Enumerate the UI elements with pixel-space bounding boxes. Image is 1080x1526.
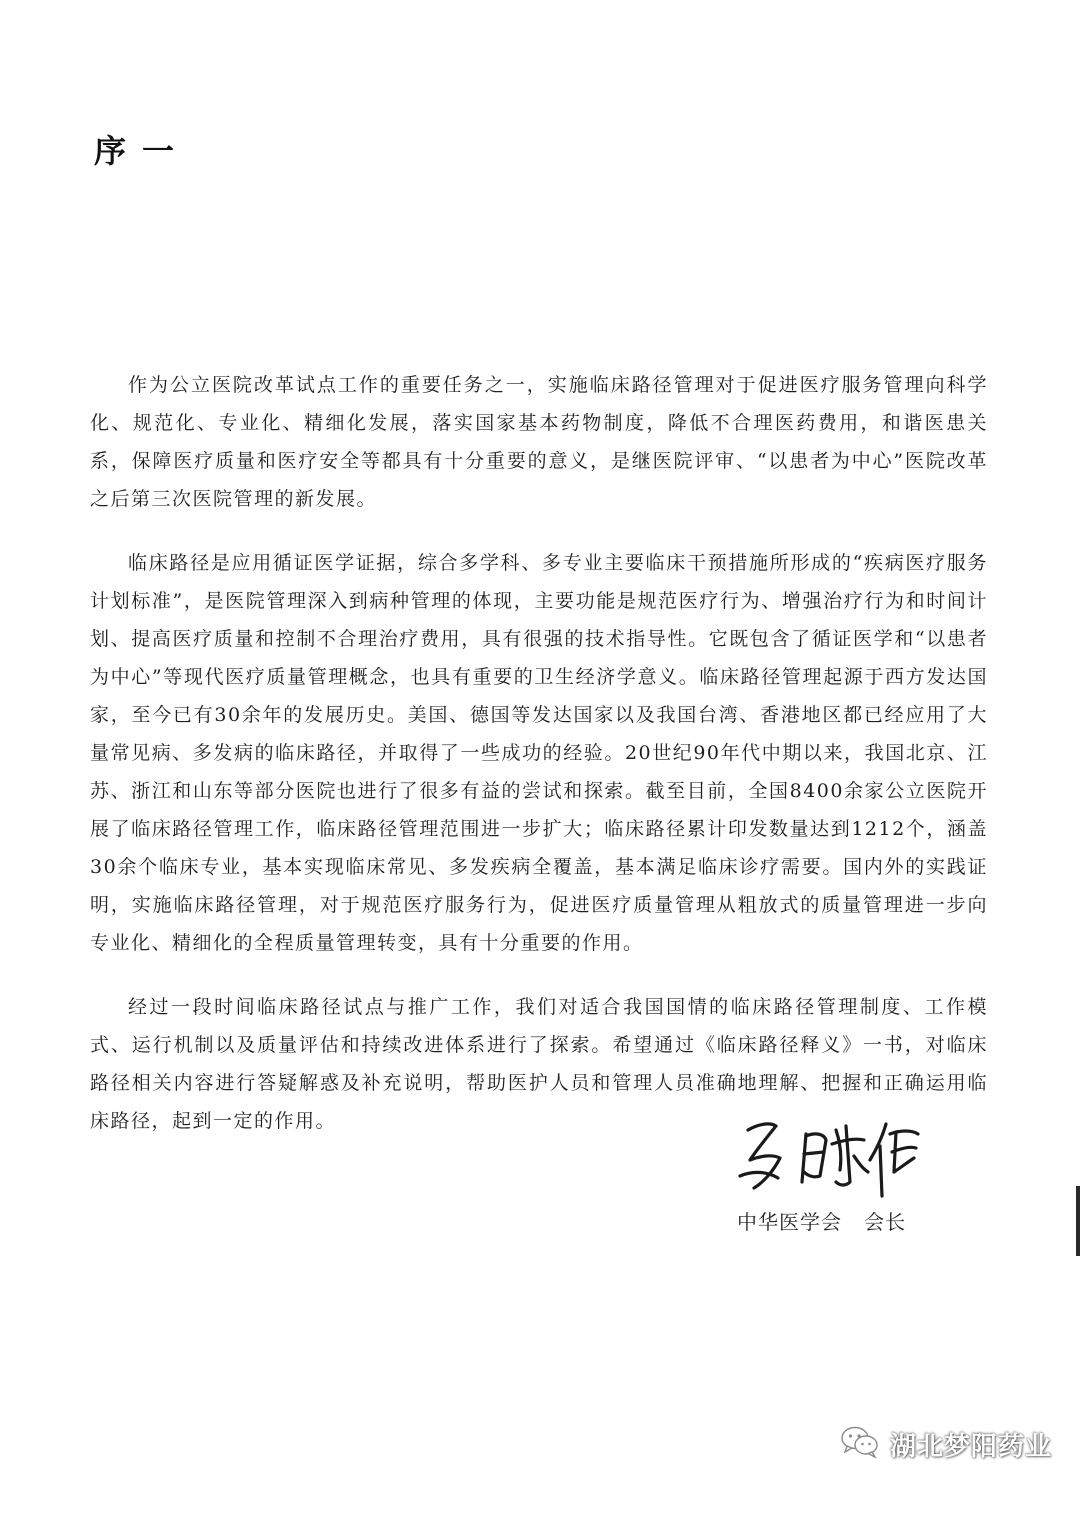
paragraph-3: 经过一段时间临床路径试点与推广工作，我们对适合我国国情的临床路径管理制度、工作模式、运行机制以及质量评估和持续改进体系进行了探索。希望通过《临床路径释义》一书，对临床路径相关内容进行答疑解惑及补充说明，帮助医护人员和管理人员准确地理解、把握和正确运用临床路径，起到一定的作用。	[90, 996, 988, 1132]
paragraph-2: 临床路径是应用循证医学证据，综合多学科、多专业主要临床干预措施所形成的“疾病医疗服务计划标准”，是医院管理深入到病种管理的体现，主要功能是规范医疗行为、增强治疗行为和时间计划、提高医疗质量和控制不合理治疗费用，具有很强的技术指导性。它既包含了循证医学和“以患者为中心”等现代医疗质量管理概念，也具有重要的卫生经济学意义。临床路径管理起源于西方发达国家，至今已有30余年的发展历史。美国、德国等发达国家以及我国台湾、香港地区都已经应用了大量常见病、多发病的临床路径，并取得了一些成功的经验。20世纪90年代中期以来，我国北京、江苏、浙江和山东等部分医院也进行了很多有益的尝试和探索。截至目前，全国8400余家公立医院开展了临床路径管理工作，临床路径管理范围进一步扩大；临床路径累计印发数量达到1212个，涵盖30余个临床专业，基本实现临床常见、多发疾病全覆盖，基本满足临床诊疗需要。国内外的实践证明，实施临床路径管理，对于规范医疗服务行为，促进医疗质量管理从粗放式的质量管理进一步向专业化、精细化的全程质量管理转变，具有十分重要的作用。	[90, 552, 988, 954]
page-title: 序一	[94, 132, 191, 170]
watermark-text: 湖北梦阳药业	[890, 1431, 1053, 1462]
page-edge-mark	[1076, 1186, 1080, 1256]
wechat-icon	[840, 1425, 880, 1463]
paragraph-1: 作为公立医院改革试点工作的重要任务之一，实施临床路径管理对于促进医疗服务管理向科学化、规范化、专业化、精细化发展，落实国家基本药物制度，降低不合理医药费用，和谐医患关系，保障医疗质量和医疗安全等都具有十分重要的意义，是继医院评审、“以患者为中心”医院改革之后第三次医院管理的新发展。	[90, 374, 988, 510]
watermark	[840, 1424, 1052, 1464]
signer-line	[737, 1206, 906, 1235]
signer-role: 会长	[864, 1210, 907, 1234]
preface-body	[90, 366, 988, 1166]
signer-organization: 中华医学会	[737, 1210, 842, 1234]
handwritten-signature	[728, 1112, 928, 1200]
